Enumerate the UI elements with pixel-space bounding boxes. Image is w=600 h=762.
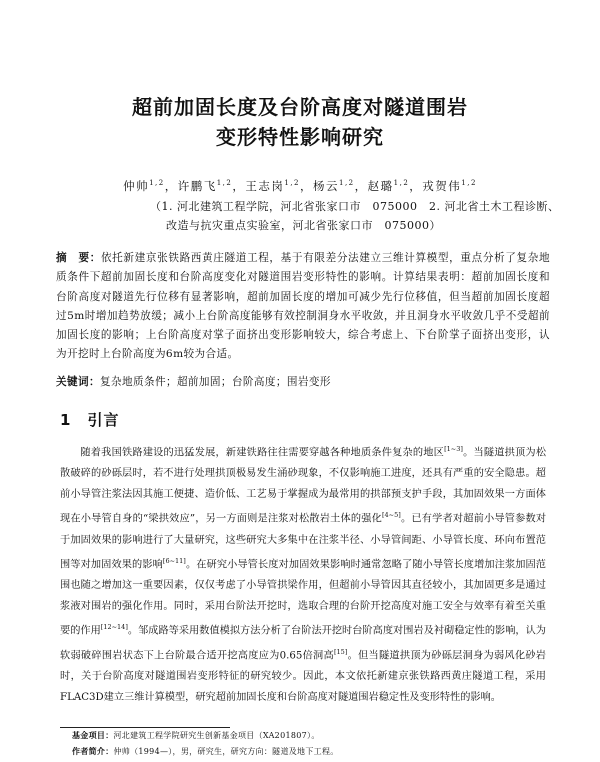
author-list — [0, 178, 600, 194]
footnote-author — [72, 746, 339, 757]
footnote-fund — [72, 730, 320, 741]
author-name: 仲帅 — [123, 179, 150, 193]
citation: [6~11] — [162, 556, 186, 565]
body-text-run: 。已有学者对超前小导管参数对于加固效果的影响进行了大量研究，这些研究大多集中在注浆半径、小导管间距、小导管长度、环向布置范围等对加固效果的影响 — [60, 513, 547, 571]
keywords-text: 复杂地质条件；超前加固；台阶高度；围岩变形 — [99, 376, 331, 388]
footnote-divider — [60, 727, 230, 728]
author-affiliation-mark: 1,2 — [284, 179, 300, 188]
section-heading — [60, 409, 119, 430]
author-affiliation-mark: 1,2 — [461, 179, 477, 188]
abstract-label: 摘 要： — [56, 252, 101, 264]
author-name: 赵璐 — [367, 179, 394, 193]
body-text-run: 。当隧道拱顶为松散破碎的砂砾层时，若不进行处理拱顶极易发生涌砂现象，不仅影响施工进度，还具有严重的安全隐患。超前小导管注浆法因其施工便捷、造价低、工艺易于掌握成为最常用的拱部预支护手段，其加固效果一方面体现在小导管自身的“梁拱效应”，另一方面则是注浆对松散岩土体的强化 — [60, 447, 547, 525]
body-text — [60, 439, 546, 708]
section-number: 1 — [60, 411, 72, 429]
citation: [1~3] — [444, 445, 463, 453]
author-separator: ， — [232, 179, 246, 193]
author-affiliation-mark: 1,2 — [149, 179, 165, 188]
title-line-1: 超前加固长度及台阶高度对隧道围岩 — [132, 95, 468, 119]
author-affiliation-mark: 1,2 — [339, 179, 355, 188]
keywords-label: 关键词： — [56, 376, 100, 388]
section-title: 引言 — [87, 411, 120, 429]
body-text-run: 随着我国铁路建设的迅猛发展，新建铁路往往需要穿越各种地质条件复杂的地区 — [80, 447, 445, 459]
footnote-author-text: 仲帅（1994—），男，研究生，研究方向：隧道及地下工程。 — [113, 747, 339, 756]
citation: [15] — [333, 647, 348, 656]
citation: [12~14] — [100, 623, 128, 632]
body-paragraph — [60, 439, 546, 708]
abstract — [56, 249, 550, 365]
affiliation-line-2: 改造与抗灾重点实验室，河北省张家口市 075000） — [166, 219, 441, 232]
paper-title — [0, 92, 600, 152]
title-line-2: 变形特性影响研究 — [216, 125, 384, 149]
body-text-run: 。在研究小导管长度对加固效果影响时通常忽略了随小导管长度增加注浆加固范围也随之增加这一重要因素，仅仅考虑了小导管拱梁作用，但超前小导管因其直径较小，其加固更多是通过浆液对围岩的强化作用。同时，采用台阶法开挖时，选取合理的台阶开挖高度对施工安全与效率有着至关重要的作用 — [60, 559, 546, 637]
footnote-author-label: 作者简介： — [72, 747, 114, 756]
author-name: 王志岗 — [245, 179, 285, 193]
author-separator: ， — [409, 179, 423, 193]
body-text-run: 。邹成路等采用数值模拟方法分析了台阶法开挖时台阶高度对围岩及衬砌稳定性的影响，认为软弱破碎围岩状态下上台阶最合适开挖高度应为0.65倍洞高 — [60, 625, 546, 661]
footnote-fund-text: 河北建筑工程学院研究生创新基金项目（XA201807）。 — [113, 731, 320, 740]
author-affiliation-mark: 1,2 — [216, 179, 233, 188]
author-name: 许鹏飞 — [177, 179, 217, 193]
author-name: 杨云 — [313, 179, 339, 193]
author-separator: ， — [300, 179, 313, 193]
author-name: 戎贺伟 — [422, 179, 462, 193]
body-text-run: 。但当隧道拱顶为砂砾层洞身为弱风化砂岩时，关于台阶高度对隧道围岩变形特征的研究较少。因此，本文依托新建京张铁路西黄庄隧道工程，采用FLAC3D建立三维计算模型，研究超前加固长度和台阶高度对隧道围岩稳定性及变形特性的影响。 — [60, 649, 546, 703]
footnote-fund-label: 基金项目： — [72, 731, 114, 740]
abstract-text: 依托新建京张铁路西黄庄隧道工程，基于有限差分法建立三维计算模型，重点分析了复杂地质条件下超前加固长度和台阶高度变化对隧道围岩变形特性的影响。计算结果表明：超前加固长度和台阶高度对隧道先行位移有显著影响，超前加固长度的增加可减少先行位移值，但当超前加固长度超过5m时增加趋势放缓；减小上台阶高度能够有效控制洞身水平收敛，并且洞身水平收敛几乎不受超前加固长度的影响；上台阶高度对掌子面挤出变形影响较大，综合考虑上、下台阶掌子面挤出变形，认为开挖时上台阶高度为6m较为合适。 — [56, 252, 550, 361]
author-affiliation-mark: 1,2 — [393, 179, 410, 188]
author-separator: ， — [164, 179, 178, 193]
affiliation-line-1: （1. 河北建筑工程学院，河北省张家口市 075000 2. 河北省土木工程诊断、 — [150, 200, 560, 213]
keywords — [56, 374, 550, 389]
author-separator: ， — [354, 179, 368, 193]
citation: [4~5] — [381, 511, 401, 520]
